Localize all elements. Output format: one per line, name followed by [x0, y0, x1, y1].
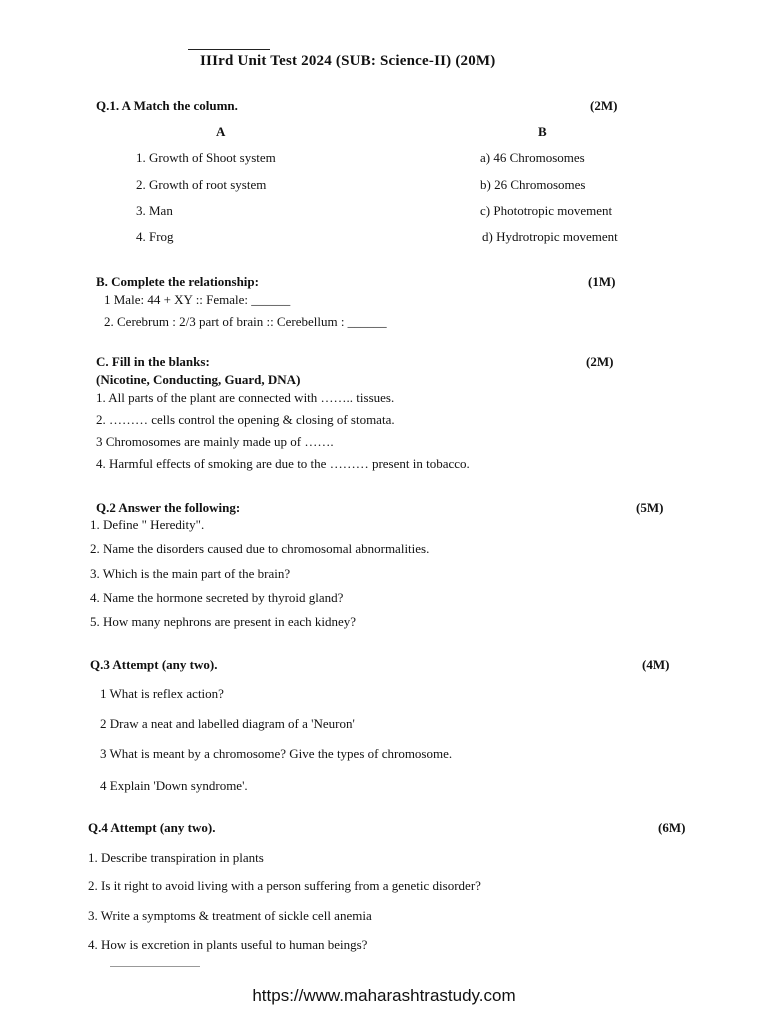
q4-item: 4. How is excretion in plants useful to human beings? — [88, 937, 368, 952]
match-row-a: 3. Man — [136, 203, 173, 218]
q3-marks: (4M) — [642, 657, 670, 672]
blank-item: 1. All parts of the plant are connected with …….. tissues. — [96, 390, 395, 405]
q1b-marks: (1M) — [588, 274, 616, 289]
q1c-marks: (2M) — [586, 354, 614, 369]
q3-heading: Q.3 Attempt (any two). — [90, 657, 218, 672]
match-row-b: b) 26 Chromosomes — [480, 177, 586, 192]
scan-artifact-line — [110, 966, 200, 967]
q2-item: 5. How many nephrons are present in each kidney? — [90, 614, 357, 629]
title-rule — [188, 49, 270, 50]
relationship-item: 2. Cerebrum : 2/3 part of brain :: Cerebellum : ______ — [104, 314, 387, 329]
q1c-options: (Nicotine, Conducting, Guard, DNA) — [96, 372, 301, 387]
q4-item: 3. Write a symptoms & treatment of sickle cell anemia — [88, 908, 372, 923]
q3-item: 4 Explain 'Down syndrome'. — [100, 778, 248, 793]
q4-marks: (6M) — [658, 820, 686, 835]
blank-item: 2. ……… cells control the opening & closing of stomata. — [96, 412, 395, 427]
column-b-header: B — [538, 124, 547, 139]
match-row-a: 2. Growth of root system — [136, 177, 267, 192]
q2-item: 3. Which is the main part of the brain? — [90, 566, 291, 581]
match-row-a: 4. Frog — [136, 229, 174, 244]
match-row-b: d) Hydrotropic movement — [482, 229, 618, 244]
q1b-heading: B. Complete the relationship: — [96, 274, 259, 289]
column-a-header: A — [216, 124, 226, 139]
footer-url: https://www.maharashtrastudy.com — [252, 986, 516, 1005]
match-row-b: a) 46 Chromosomes — [480, 150, 585, 165]
q2-item: 1. Define " Heredity". — [90, 517, 205, 532]
q4-heading: Q.4 Attempt (any two). — [88, 820, 216, 835]
q1c-heading: C. Fill in the blanks: — [96, 354, 210, 369]
q1-marks: (2M) — [590, 98, 618, 113]
q3-item: 3 What is meant by a chromosome? Give the types of chromosome. — [100, 746, 453, 761]
q3-item: 1 What is reflex action? — [100, 686, 224, 701]
q4-item: 1. Describe transpiration in plants — [88, 850, 264, 865]
relationship-item: 1 Male: 44 + XY :: Female: ______ — [104, 292, 291, 307]
q2-marks: (5M) — [636, 500, 664, 515]
q1-heading: Q.1. A Match the column. — [96, 98, 238, 113]
match-row-b: c) Phototropic movement — [480, 203, 613, 218]
blank-item: 3 Chromosomes are mainly made up of ……. — [96, 434, 334, 449]
match-row-a: 1. Growth of Shoot system — [136, 150, 276, 165]
q2-item: 4. Name the hormone secreted by thyroid gland? — [90, 590, 344, 605]
q4-item: 2. Is it right to avoid living with a person suffering from a genetic disorder? — [88, 878, 481, 893]
blank-item: 4. Harmful effects of smoking are due to the ……… present in tobacco. — [96, 456, 470, 471]
page-title: IIIrd Unit Test 2024 (SUB: Science-II) (20M) — [200, 53, 496, 69]
q2-heading: Q.2 Answer the following: — [96, 500, 241, 515]
q3-item: 2 Draw a neat and labelled diagram of a 'Neuron' — [100, 716, 355, 731]
q2-item: 2. Name the disorders caused due to chromosomal abnormalities. — [90, 541, 430, 556]
